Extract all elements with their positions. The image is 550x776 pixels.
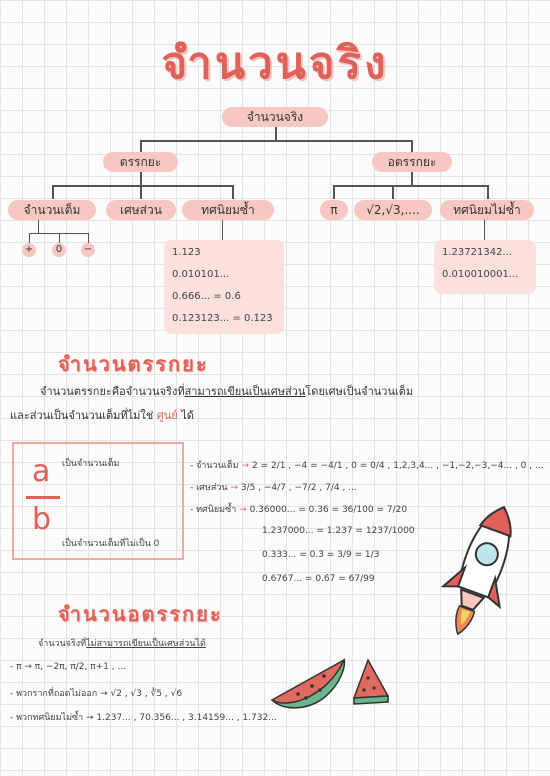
numerator-note: เป็นจำนวนเต็ม — [62, 459, 120, 469]
value: 2 = 2/1 , −4 = −4/1 , 0 = 0/4 , 1,2,3,4... , −1,−2,−3,−4... , 0 , ... — [251, 461, 544, 471]
tree-fraction: เศษส่วน — [106, 200, 176, 220]
text: จำนวนตรรกยะคือจำนวนจริงที่ — [40, 385, 185, 398]
highlight-zero: ศูนย์ — [156, 409, 178, 422]
label: - ทศนิยมซ้ำ — [190, 505, 237, 515]
sign-plus: + — [22, 243, 36, 257]
rocket-icon — [430, 498, 530, 648]
value: 3/5 , −4/7 , −7/2 , 7/4 , ... — [240, 483, 357, 493]
tree-connector — [52, 185, 234, 187]
highlight-text: ไม่สามารถเขียนเป็นเศษส่วนได้ — [86, 639, 206, 649]
fraction-numerator: a — [32, 454, 51, 489]
rational-definition-line2 — [10, 406, 510, 424]
rational-definition-line1 — [40, 382, 540, 400]
tree-pi: π — [320, 200, 348, 220]
page-title: จำนวนจริง — [161, 38, 389, 89]
tree-irrational: อตรรกยะ — [372, 152, 452, 172]
irrational-definition — [38, 636, 206, 650]
tree-connector — [59, 233, 60, 243]
tree-integer: จำนวนเต็ม — [8, 200, 96, 220]
tree-connector — [140, 140, 142, 152]
watermelon-icon — [348, 656, 392, 706]
fraction-denominator: b — [32, 502, 52, 537]
tree-connector — [333, 185, 335, 199]
tree-connector — [487, 185, 489, 199]
tree-connector — [333, 185, 489, 187]
list-item: 1.23721342... — [442, 247, 512, 258]
tree-connector — [222, 220, 223, 240]
fraction-box — [12, 442, 184, 560]
nonrepeating-examples-box — [434, 240, 536, 294]
repeating-examples-box — [164, 240, 284, 334]
example-fractions: - เศษส่วน → 3/5 , −4/7 , −7/2 , 7/4 , ... — [190, 483, 357, 493]
example-integers: - จำนวนเต็ม → 2 = 2/1 , −4 = −4/1 , 0 = 0/4 , 1,2,3,4... , −1,−2,−3,−4... , 0 , ... — [190, 461, 544, 471]
tree-roots: √2,√3,.... — [354, 200, 432, 220]
tree-connector — [411, 172, 413, 186]
tree-connector — [392, 185, 394, 199]
highlight-text: สามารถเขียนเป็นเศษส่วน — [184, 385, 306, 398]
list-item: 0.010010001... — [442, 269, 519, 280]
text: และส่วนเป็นจำนวนเต็มที่ไม่ใช่ — [10, 409, 154, 422]
tree-connector — [484, 220, 485, 240]
tree-connector — [275, 127, 277, 141]
sign-minus: − — [81, 243, 95, 257]
tree-connector — [38, 220, 39, 234]
tree-connector — [140, 172, 142, 186]
example-repeating-more-1: 1.237000... = 1.237 = 1237/1000 — [262, 526, 415, 536]
example-repeating-more-3: 0.6767... = 0.6̇7̇ = 67/99 — [262, 574, 375, 584]
example-repeating-more-2: 0.333... = 0.3̇ = 3/9 = 1/3 — [262, 550, 380, 560]
list-item: 0.123123... = 0.1̇23̇ — [172, 313, 273, 324]
watermelon-icon — [268, 652, 348, 714]
text: ได้ — [181, 409, 194, 422]
list-item: 0.010101... — [172, 269, 230, 280]
rational-heading: จำนวนตรรกยะ — [58, 352, 209, 376]
text: โดยเศษเป็นจำนวนเต็ม — [305, 385, 414, 398]
tree-connector — [29, 233, 30, 243]
sign-zero: 0 — [52, 243, 66, 257]
denominator-note: เป็นจำนวนเต็มที่ไม่เป็น 0 — [62, 539, 160, 549]
text: จำนวนจริงที่ — [38, 639, 87, 649]
tree-root: จำนวนจริง — [222, 107, 328, 127]
example-repeating: - ทศนิยมซ้ำ → 0.36000... = 0.36 = 36/100 = 7/20 — [190, 505, 408, 515]
tree-rational: ตรรกยะ — [103, 152, 178, 172]
tree-repeating: ทศนิยมซ้ำ — [182, 200, 274, 220]
tree-connector — [411, 140, 413, 152]
list-item: 1.123 — [172, 247, 201, 258]
tree-nonrepeating: ทศนิยมไม่ซ้ำ — [440, 200, 534, 220]
tree-connector — [88, 233, 89, 243]
value: 0.36000... = 0.36 = 36/100 = 7/20 — [249, 505, 408, 515]
tree-connector — [52, 185, 54, 199]
irrational-heading: จำนวนอตรรกยะ — [58, 602, 223, 626]
label: - เศษส่วน — [190, 483, 228, 493]
label: - จำนวนเต็ม — [190, 461, 239, 471]
tree-connector — [140, 140, 412, 142]
irrational-item-pi: - π → π, −2π, π/2, π+1 , ... — [10, 662, 127, 672]
list-item: 0.666... = 0.6̇ — [172, 291, 241, 302]
irrational-item-decimals: - พวกทศนิยมไม่ซ้ำ → 1.237... , 70.356... , 3.14159... , 1.732... — [10, 713, 277, 723]
tree-connector — [140, 185, 142, 199]
tree-connector — [232, 185, 234, 199]
irrational-item-roots: - พวกรากที่ถอดไม่ออก → √2 , √3 , ∛5 , √6 — [10, 689, 183, 699]
fraction-bar — [26, 496, 60, 499]
